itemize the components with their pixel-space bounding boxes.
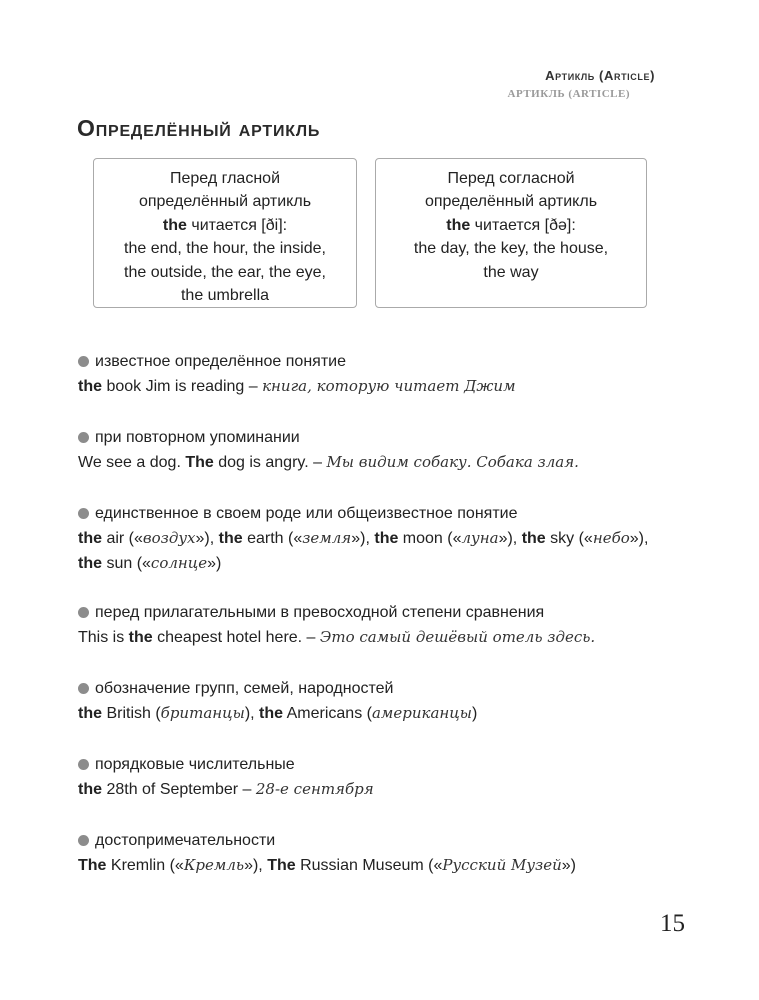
translation: солнце <box>150 554 208 572</box>
bullet-icon <box>78 508 89 519</box>
article-word: The <box>78 857 107 874</box>
section-title: Определённый артикль <box>77 115 321 141</box>
box-line: the end, the hour, the inside, <box>124 240 326 258</box>
heading-text: при повторном упоминании <box>95 429 300 446</box>
example-line <box>78 701 477 726</box>
example-line <box>78 853 576 878</box>
article-word: the <box>374 530 399 547</box>
box-line: the day, the key, the house, <box>413 240 609 258</box>
example-line <box>78 526 648 551</box>
translation: британцы <box>160 704 245 722</box>
translation: воздух <box>142 529 196 547</box>
heading-text: известное определённое понятие <box>95 353 346 370</box>
example-text: ), <box>244 705 260 722</box>
translation: 28-е сентября <box>255 780 374 798</box>
translation: Это самый дешёвый отель здесь. <box>319 628 596 646</box>
article-word: the <box>78 555 102 572</box>
example-text: »), <box>629 530 649 547</box>
example-text: moon (« <box>398 530 462 547</box>
bullet-icon <box>78 759 89 770</box>
article-word: the <box>162 216 187 234</box>
article-word: the <box>218 530 243 547</box>
example-text: dog is angry. – <box>213 454 327 471</box>
example-text: ) <box>471 705 478 722</box>
translation: Русский Музей <box>442 856 562 874</box>
heading-text: перед прилагательными в превосходной степени сравнения <box>95 604 545 621</box>
box-line <box>376 214 646 237</box>
example-text: We see a dog. <box>78 454 186 471</box>
translation: небо <box>592 529 630 547</box>
box-line: Перед гласной <box>169 170 280 187</box>
bullet-icon <box>78 432 89 443</box>
example-line <box>78 374 516 399</box>
example-text: 28th of September – <box>102 781 256 798</box>
bullet-icon <box>78 683 89 694</box>
article-word: The <box>267 857 296 874</box>
rule-heading <box>78 350 516 374</box>
article-word: the <box>78 530 102 547</box>
heading-text: обозначение групп, семей, народностей <box>95 680 394 697</box>
rule-ordinal <box>78 753 374 802</box>
consonant-rule-box <box>375 158 647 308</box>
rule-groups <box>78 677 477 726</box>
translation: книга, которую читает Джим <box>262 377 516 395</box>
rule-superlative <box>78 601 595 650</box>
example-line <box>78 450 579 475</box>
example-text: earth (« <box>242 530 303 547</box>
reading-text: читается [ðə]: <box>470 216 576 234</box>
rule-heading <box>78 677 477 701</box>
example-text: sky (« <box>545 530 593 547</box>
running-header: Артикль (Article) <box>545 68 655 83</box>
running-subheader: АРТИКЛЬ (ARTICLE) <box>507 88 630 100</box>
example-text: cheapest hotel here. – <box>152 629 320 646</box>
article-word: the <box>259 705 284 722</box>
rule-heading <box>78 502 648 526</box>
box-line: Перед согласной <box>447 170 575 187</box>
example-text: This is <box>78 629 129 646</box>
example-text: sun (« <box>102 555 151 572</box>
example-text: »), <box>244 857 268 874</box>
box-line <box>94 214 356 237</box>
rule-known-concept <box>78 350 516 399</box>
bullet-icon <box>78 607 89 618</box>
box-line: the way <box>483 263 539 281</box>
article-word: the <box>78 705 102 722</box>
box-line: определённый артикль <box>424 193 598 211</box>
heading-text: достопримечательности <box>95 832 276 849</box>
rule-heading <box>78 426 579 450</box>
box-line: определённый артикль <box>138 193 312 211</box>
translation: земля <box>302 529 352 547</box>
rule-heading <box>78 601 595 625</box>
heading-text: порядковые числительные <box>95 756 295 773</box>
box-line: the umbrella <box>180 287 270 305</box>
article-word: The <box>185 454 214 471</box>
article-word: the <box>128 629 153 646</box>
article-word: the <box>78 781 102 798</box>
box-line: the outside, the ear, the eye, <box>124 263 326 281</box>
article-word: the <box>521 530 546 547</box>
rule-repeated-mention <box>78 426 579 475</box>
example-text: ») <box>207 555 222 572</box>
example-text: »), <box>498 530 522 547</box>
translation: Мы видим собаку. Собака злая. <box>326 453 579 471</box>
example-line <box>78 777 374 802</box>
example-text: ») <box>561 857 577 874</box>
rule-heading <box>78 829 576 853</box>
rule-unique-concept <box>78 502 648 576</box>
translation: луна <box>461 529 499 547</box>
rule-heading <box>78 753 374 777</box>
example-text: air (« <box>102 530 143 547</box>
article-word: the <box>446 216 471 234</box>
example-text: »), <box>351 530 375 547</box>
heading-text: единственное в своем роде или общеизвестное понятие <box>95 505 518 522</box>
example-text: Kremlin (« <box>106 857 184 874</box>
example-line <box>78 551 648 576</box>
example-text: book Jim is reading – <box>102 378 263 395</box>
page-number: 15 <box>660 910 685 937</box>
example-text: Americans ( <box>283 705 372 722</box>
translation: американцы <box>371 704 472 722</box>
example-text: British ( <box>102 705 161 722</box>
example-text: »), <box>195 530 219 547</box>
translation: Кремль <box>183 856 245 874</box>
example-text: Russian Museum (« <box>295 857 443 874</box>
reading-text: читается [ði]: <box>186 216 288 234</box>
rule-landmarks <box>78 829 576 878</box>
bullet-icon <box>78 356 89 367</box>
bullet-icon <box>78 835 89 846</box>
vowel-rule-box <box>93 158 357 308</box>
example-line <box>78 625 595 650</box>
article-word: the <box>78 378 102 395</box>
